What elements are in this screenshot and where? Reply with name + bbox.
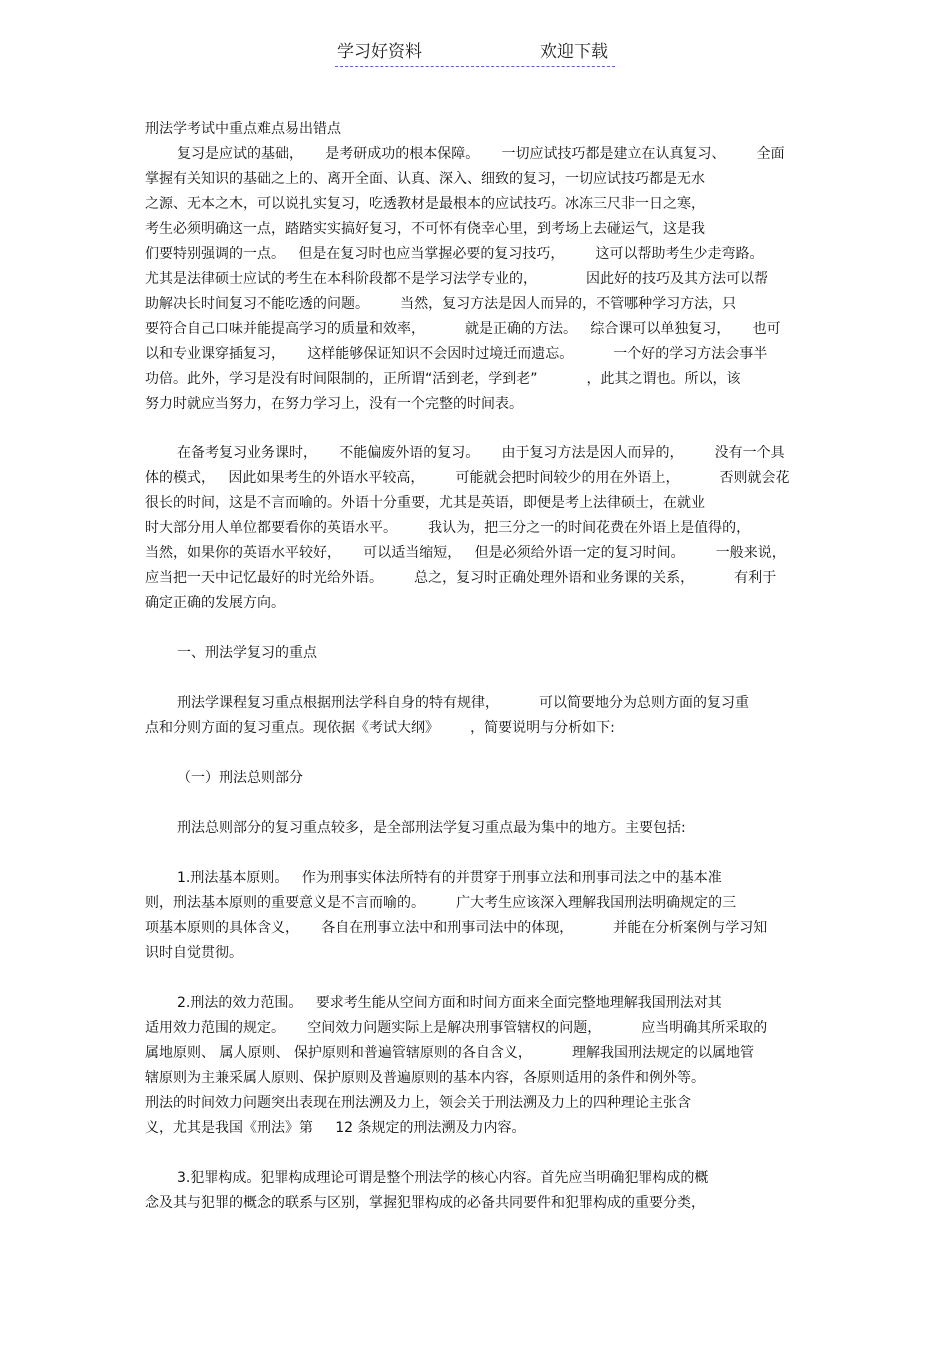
text-line: 刑法总则部分的复习重点较多，是全部刑法学复习重点最为集中的地方。主要包括: [177,820,686,836]
text-line: 3.犯罪构成。犯罪构成理论可谓是整个刑法学的核心内容。首先应当明确犯罪构成的概 [177,1170,709,1186]
text-line: 刑法学课程复习重点根据刑法学科自身的特有规律， 可以简要地分为总则方面的复习重 [177,695,750,711]
text-line: 适用效力范围的规定。 空间效力问题实际上是解决刑事管辖权的问题， 应当明确其所采取的 [145,1020,768,1036]
text-line: 体的模式， 因此如果考生的外语水平较高， 可能就会把时间较少的用在外语上， 否则就会花 [145,470,790,486]
text-line: 尤其是法律硕士应试的考生在本科阶段都不是学习法学专业的， 因此好的技巧及其方法可以帮 [145,271,768,287]
header-left-text: 学习好资料 [337,42,422,62]
text-line: 项基本原则的具体含义， 各自在刑事立法中和刑事司法中的体现， 并能在分析案例与学习知 [145,920,768,936]
text-line: 们要特别强调的一点。 但是在复习时也应当掌握必要的复习技巧， 这可以帮助考生少走弯路。 [145,246,764,262]
text-line: 1.刑法基本原则。 作为刑事实体法所特有的并贯穿于刑事立法和刑事司法之中的基本准 [177,870,722,886]
text-line: 要符合自己口味并能提高学习的质量和效率， 就是正确的方法。 综合课可以单独复习， 也可 [145,321,781,337]
text-line: 确定正确的发展方向。 [145,595,285,611]
text-line: 考生必须明确这一点，踏踏实实搞好复习，不可怀有侥幸心里，到考场上去碰运气，这是我 [145,221,705,237]
header-right-text: 欢迎下载 [540,42,608,62]
text-line: 念及其与犯罪的概念的联系与区别，掌握犯罪构成的必备共同要件和犯罪构成的重要分类， [145,1195,705,1211]
document-title: 刑法学考试中重点难点易出错点 [145,121,341,137]
text-line: 很长的时间，这是不言而喻的。外语十分重要，尤其是英语，即便是考上法律硕士，在就业 [145,495,705,511]
text-line: 当然，如果你的英语水平较好， 可以适当缩短， 但是必须给外语一定的复习时间。 一般来说， [145,545,786,561]
text-line: 复习是应试的基础， 是考研成功的根本保障。 一切应试技巧都是建立在认真复习、 全面 [177,146,785,162]
text-line: 识时自觉贯彻。 [145,945,243,961]
text-line: 之源、无本之木，可以说扎实复习，吃透教材是最根本的应试技巧。冰冻三尺非一日之寒， [145,196,705,212]
page-header [335,40,615,67]
text-line: 辖原则为主兼采属人原则、保护原则及普遍原则的基本内容，各原则适用的条件和例外等。 [145,1070,705,1086]
text-line: 刑法的时间效力问题突出表现在刑法溯及力上，领会关于刑法溯及力上的四种理论主张含 [145,1095,691,1111]
text-line: 则，刑法基本原则的重要意义是不言而喻的。 广大考生应该深入理解我国刑法明确规定的三 [145,895,737,911]
text-line: 努力时就应当努力，在努力学习上，没有一个完整的时间表。 [145,396,523,412]
text-line: 点和分则方面的复习重点。现依据《考试大纲》 ，简要说明与分析如下: [145,720,615,736]
text-line: 时大部分用人单位都要看你的英语水平。 我认为，把三分之一的时间花费在外语上是值得的， [145,520,751,536]
text-line: 以和专业课穿插复习， 这样能够保证知识不会因时过境迁而遗忘。 一个好的学习方法会事半 [145,346,768,362]
text-line: 助解决长时间复习不能吃透的问题。 当然，复习方法是因人而异的，不管哪种学习方法，只 [145,296,737,312]
text-line: 功倍。此外，学习是没有时间限制的，正所谓“活到老，学到老” ，此其之谓也。所以，该 [145,371,741,387]
section-heading: 一、刑法学复习的重点 [177,645,317,661]
text-line: 应当把一天中记忆最好的时光给外语。 总之，复习时正确处理外语和业务课的关系， 有利于 [145,570,777,586]
text-line: 属地原则、 属人原则、 保护原则和普遍管辖原则的各自含义， 理解我国刑法规定的以属地管 [145,1045,754,1061]
text-line: 掌握有关知识的基础之上的、离开全面、认真、深入、细致的复习，一切应试技巧都是无水 [145,171,705,187]
text-line: 2.刑法的效力范围。 要求考生能从空间方面和时间方面来全面完整地理解我国刑法对其 [177,995,722,1011]
text-line: 在备考复习业务课时， 不能偏废外语的复习。 由于复习方法是因人而异的， 没有一个具 [177,445,785,461]
subsection-heading: （一）刑法总则部分 [177,770,303,786]
text-line: 义，尤其是我国《刑法》第 12 条规定的刑法溯及力内容。 [145,1120,526,1136]
